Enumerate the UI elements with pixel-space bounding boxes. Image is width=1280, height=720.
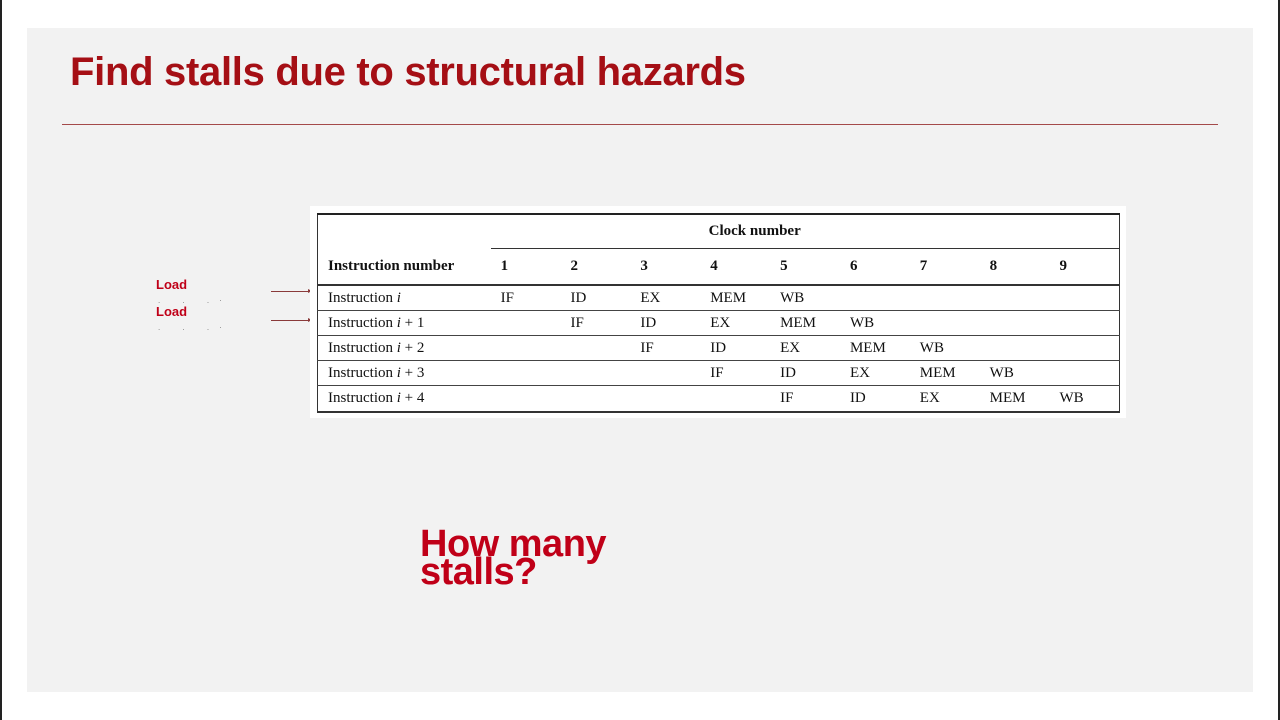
stage-cell: ID — [700, 336, 770, 361]
clock-col-header: 5 — [770, 249, 840, 286]
stage-cell — [910, 311, 980, 336]
clock-col-header: 2 — [561, 249, 631, 286]
table-row — [318, 311, 1120, 336]
stage-cell: EX — [700, 311, 770, 336]
stage-cell: MEM — [910, 361, 980, 386]
slide — [27, 28, 1253, 692]
stage-cell: WB — [980, 361, 1050, 386]
pipeline-table-image — [310, 206, 1126, 418]
stage-cell — [980, 285, 1050, 311]
table-row — [318, 336, 1120, 361]
clock-number-header: Clock number — [491, 214, 1120, 249]
stage-cell: MEM — [770, 311, 840, 336]
load-label-1: Load — [156, 277, 188, 292]
stage-cell: ID — [630, 311, 700, 336]
stage-cell: WB — [910, 336, 980, 361]
clock-col-header: 7 — [910, 249, 980, 286]
stage-cell: EX — [919, 390, 940, 406]
clock-col-header: 9 — [1050, 249, 1120, 286]
clock-col-header: 1 — [491, 249, 561, 286]
stage-cell — [1050, 285, 1120, 311]
stage-cell — [630, 361, 700, 386]
stage-cell: WB — [840, 311, 910, 336]
question-text: How many stalls? — [420, 523, 607, 593]
clock-col-header: 8 — [980, 249, 1050, 286]
stage-cell: EX — [840, 361, 910, 386]
table-row — [318, 361, 1120, 386]
header-spacer — [318, 214, 491, 249]
instruction-number-header: Instruction number — [318, 249, 491, 286]
stage-cell: ID — [770, 361, 840, 386]
table-group-header-row — [318, 214, 1120, 249]
stage-cell — [491, 361, 561, 386]
stage-cell: IF — [630, 336, 700, 361]
stage-cell — [491, 336, 561, 361]
stage-cell: WB — [770, 285, 840, 311]
instruction-label: Instruction i + 3 — [318, 361, 491, 386]
stage-cell — [491, 386, 561, 413]
stage-cell: MEM — [840, 336, 910, 361]
stage-cell — [1050, 311, 1120, 336]
table-row — [318, 386, 1120, 413]
stage-cell: IF — [491, 285, 561, 311]
table-row — [318, 285, 1120, 311]
stage-cell — [1050, 336, 1120, 361]
stage-cell: ID — [561, 285, 631, 311]
instruction-label: Instruction i — [318, 285, 491, 311]
pipeline-table — [317, 213, 1120, 413]
stage-cell: IF — [561, 311, 631, 336]
instruction-label: Instruction i + 2 — [318, 336, 491, 361]
clock-col-header: 6 — [840, 249, 910, 286]
stage-cell — [980, 336, 1050, 361]
stage-cell — [700, 386, 770, 413]
stage-cell: WB — [1059, 390, 1084, 406]
load-label-2: Load — [156, 304, 188, 319]
title-divider — [62, 124, 1218, 125]
stage-cell — [561, 386, 631, 413]
stage-cell — [561, 336, 631, 361]
stage-cell — [840, 285, 910, 311]
window-edge-left — [0, 0, 2, 720]
stage-cell: EX — [630, 285, 700, 311]
stage-cell: ID — [849, 390, 866, 406]
stage-cell: MEM — [700, 285, 770, 311]
stage-cell: IF — [700, 361, 770, 386]
stage-cell: EX — [770, 336, 840, 361]
slide-title: Find stalls due to structural hazards — [70, 50, 746, 94]
stage-cell — [630, 386, 700, 413]
load-label-1-faded-text: . . .· — [158, 296, 232, 305]
stage-cell — [980, 311, 1050, 336]
stage-cell — [561, 361, 631, 386]
table-header-row — [318, 249, 1120, 286]
arrow-icon — [271, 291, 309, 292]
clock-col-header: 4 — [700, 249, 770, 286]
stage-cell: IF — [780, 390, 794, 406]
instruction-label: Instruction i + 1 — [318, 311, 491, 336]
stage-cell: MEM — [989, 390, 1026, 406]
load-label-2-faded-text: . . .· — [158, 323, 232, 332]
clock-col-header: 3 — [630, 249, 700, 286]
stage-cell — [910, 285, 980, 311]
arrow-icon — [271, 320, 309, 321]
stage-cell — [1050, 361, 1120, 386]
stage-cell — [491, 311, 561, 336]
instruction-label: Instruction i + 4 — [328, 390, 425, 406]
